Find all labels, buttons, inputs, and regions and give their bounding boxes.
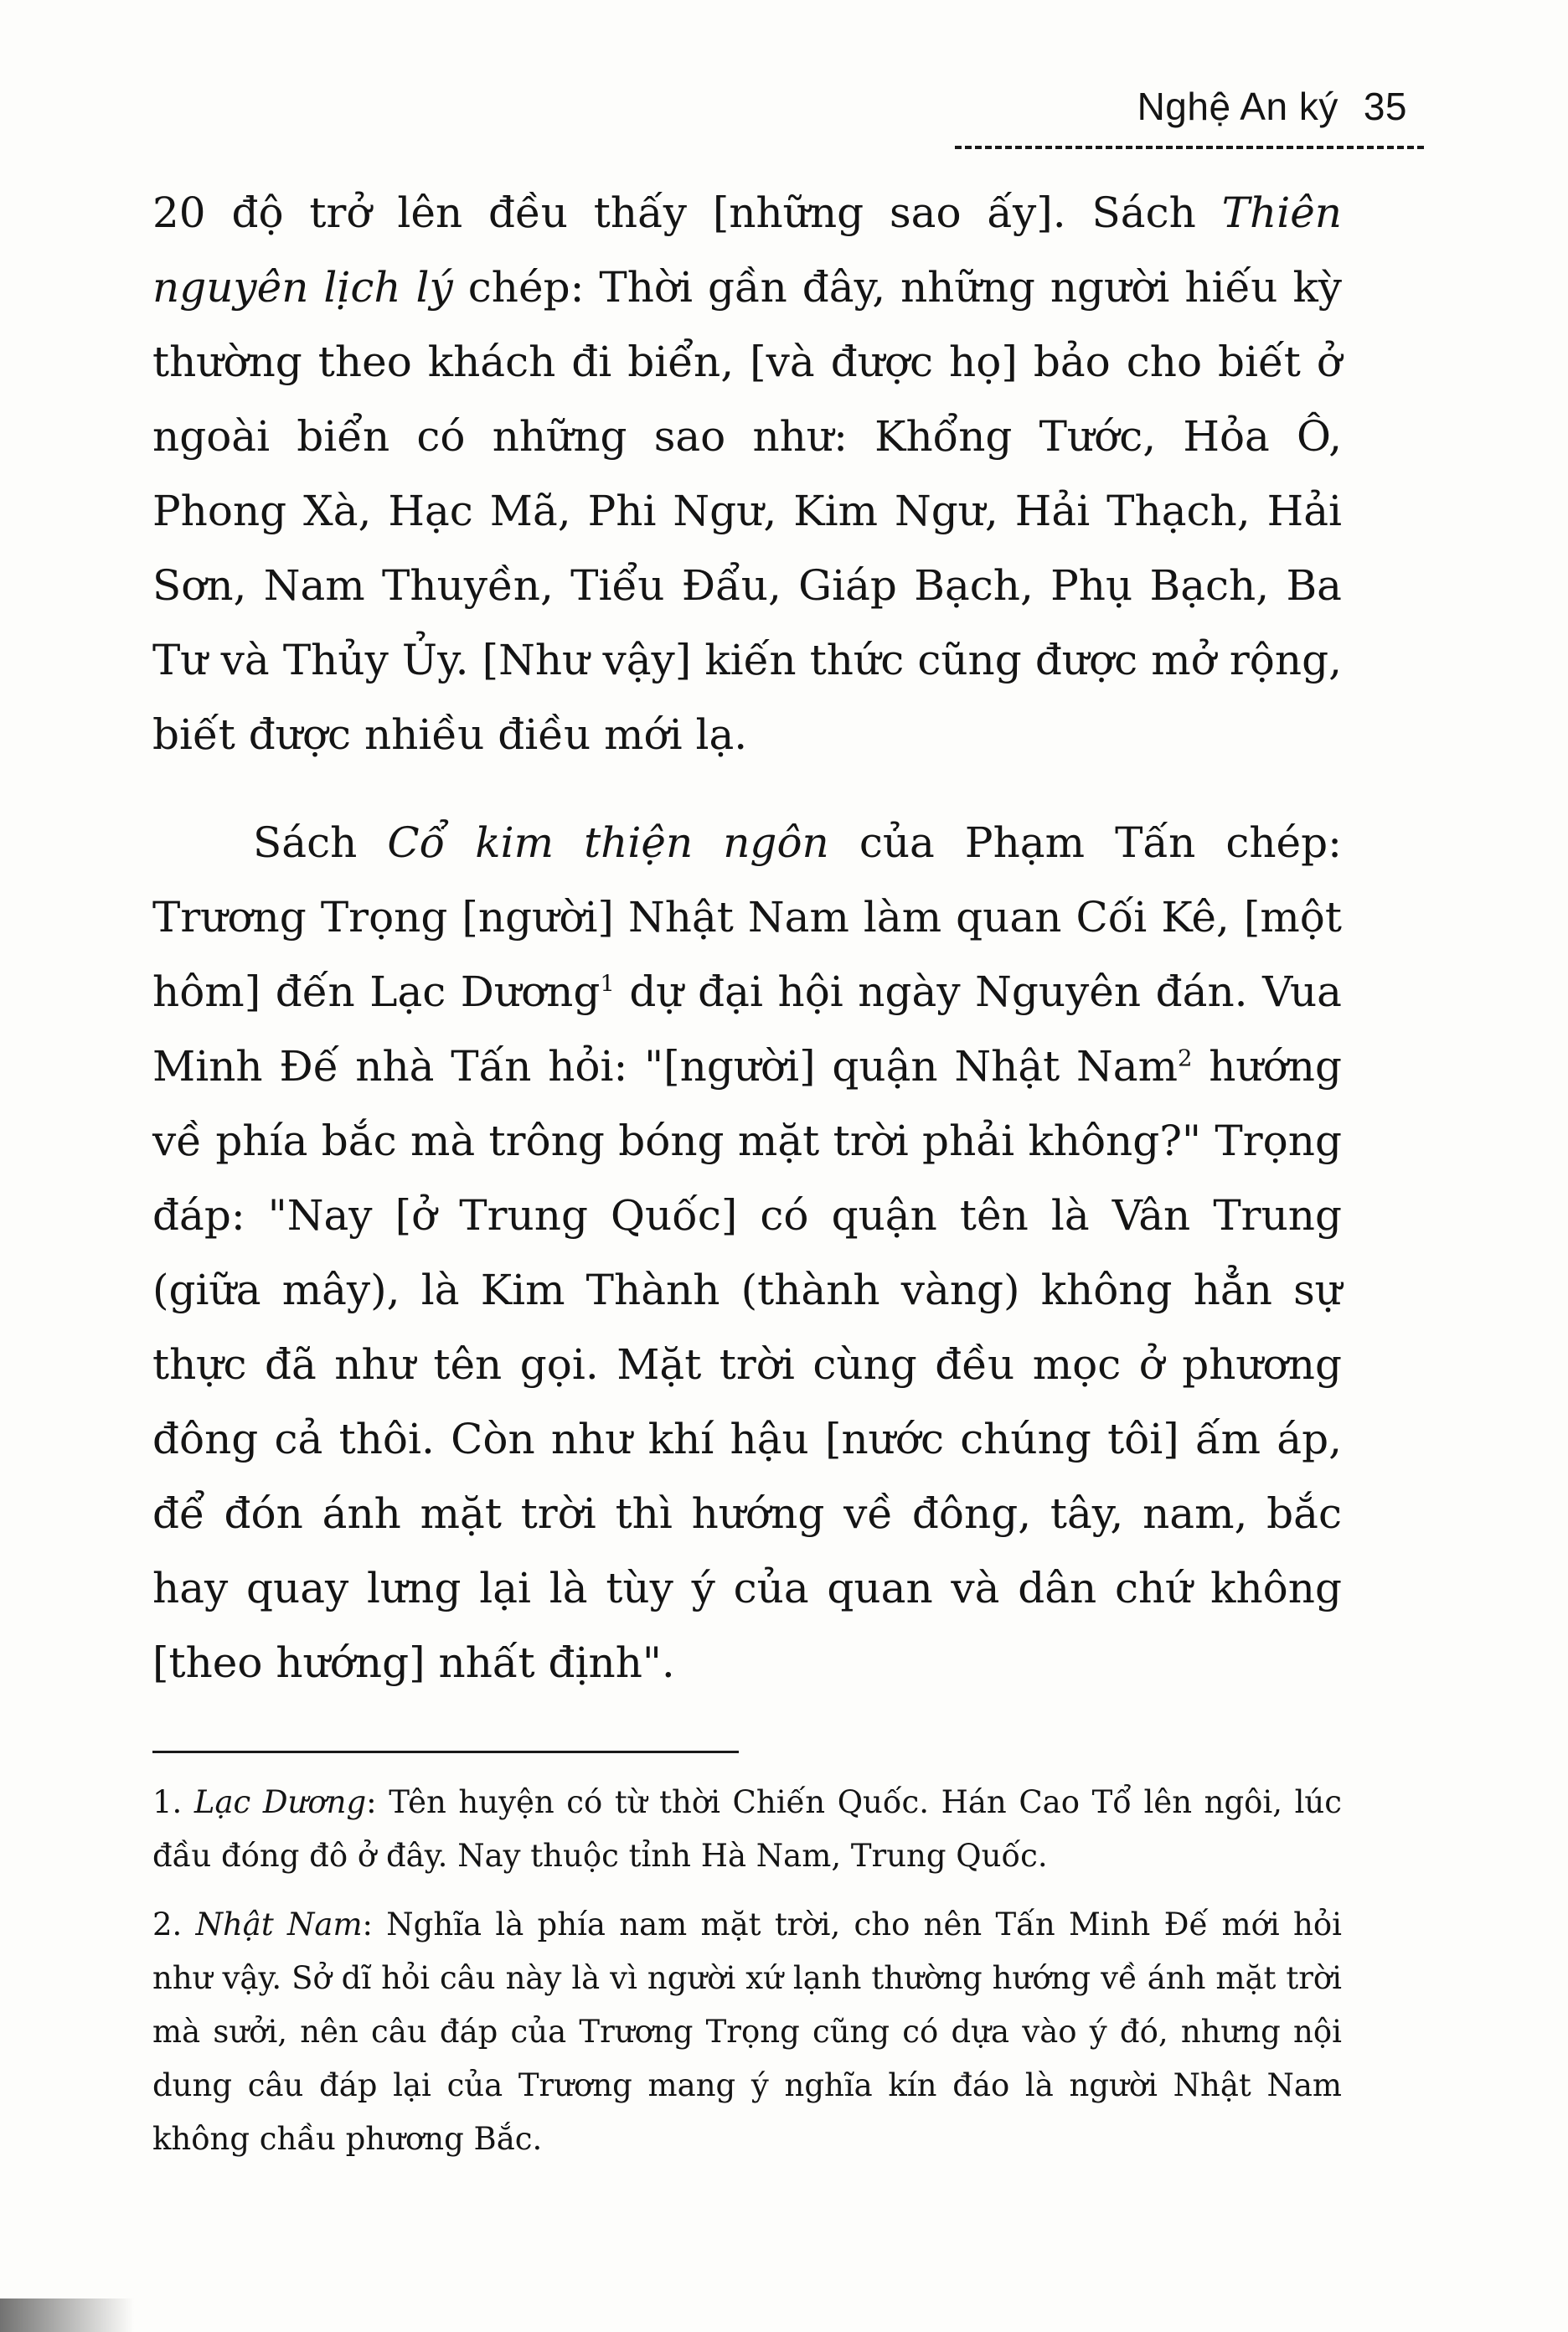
paragraph-2-text-a: Sách — [253, 818, 388, 867]
footnote-term: Nhật Nam — [195, 1906, 363, 1942]
footnote-ref-1: 1 — [600, 970, 615, 998]
paragraph-2-text-d: hướng về phía bắc mà trông bóng mặt trời phải không?" Trọng đáp: "Nay [ở Trung Quốc] có quận tên là Vân Trung (giữa mây), là Kim Thành (thành vàng) không hẳn sự thực đã như tên gọi. Mặt trời cùng đều mọc ở phương đông cả thôi. Còn như khí hậu [nước chúng tôi] ấm áp, để đón ánh mặt trời thì hướng về đông, tây, nam, bắc hay quay lưng lại là tùy ý của quan và dân chứ không [theo hướng] nhất định". — [152, 1042, 1343, 1687]
footnote-number: 1. — [152, 1784, 194, 1820]
page-number: 35 — [1363, 85, 1407, 128]
paragraph-1 — [152, 176, 1342, 772]
running-header-title: Nghệ An ký — [1137, 85, 1338, 128]
book-title-thien-nguyen-lich-ly: Thiên nguyên lịch lý — [152, 188, 1342, 312]
footnote-2 — [152, 1898, 1342, 2166]
footnote-term: Lạc Dương — [193, 1784, 367, 1820]
header-dashed-rule — [955, 146, 1424, 149]
paragraph-1-text-a: 20 độ trở lên đều thấy [những sao ấy]. Sách — [152, 188, 1222, 237]
footnote-text: : Nghĩa là phía nam mặt trời, cho nên Tấn Minh Đế mới hỏi như vậy. Sở dĩ hỏi câu này là vì người xứ lạnh thường hướng về ánh mặt trời mà sưởi, nên câu đáp của Trương Trọng cũng có dựa vào ý đó, nhưng nội dung câu đáp lại của Trương mang ý nghĩa kín đáo là người Nhật Nam không chầu phương Bắc. — [152, 1906, 1342, 2157]
footnote-1 — [152, 1776, 1342, 1883]
footnotes — [152, 1776, 1342, 2181]
footnote-separator — [152, 1751, 739, 1753]
binding-shadow — [0, 2298, 134, 2332]
paragraph-2-text-b: của Phạm Tấn chép: Trương Trọng [người] Nhật Nam làm quan Cối Kê, [một hôm] đến Lạc Dương — [152, 818, 1342, 1016]
running-header — [955, 84, 1407, 129]
footnote-number: 2. — [152, 1906, 196, 1942]
paragraph-2 — [152, 806, 1342, 1700]
paragraph-1-text-b: chép: Thời gần đây, những người hiếu kỳ thường theo khách đi biển, [và được họ] bảo cho biết ở ngoài biển có những sao như: Khổng Tước, Hỏa Ô, Phong Xà, Hạc Mã, Phi Ngư, Kim Ngư, Hải Thạch, Hải Sơn, Nam Thuyền, Tiểu Đẩu, Giáp Bạch, Phụ Bạch, Ba Tư và Thủy Ủy. [Như vậy] kiến thức cũng được mở rộng, biết được nhiều điều mới lạ. — [152, 263, 1342, 759]
paragraph-2-text-c: dự đại hội ngày Nguyên đán. Vua Minh Đế nhà Tấn hỏi: "[người] quận Nhật Nam — [152, 967, 1342, 1091]
footnote-text: : Tên huyện có từ thời Chiến Quốc. Hán Cao Tổ lên ngôi, lúc đầu đóng đô ở đây. Nay thuộc tỉnh Hà Nam, Trung Quốc. — [152, 1784, 1342, 1874]
body-text — [152, 176, 1342, 1700]
footnote-ref-2: 2 — [1178, 1045, 1193, 1072]
book-title-co-kim-thien-ngon: Cổ kim thiện ngôn — [387, 818, 829, 867]
